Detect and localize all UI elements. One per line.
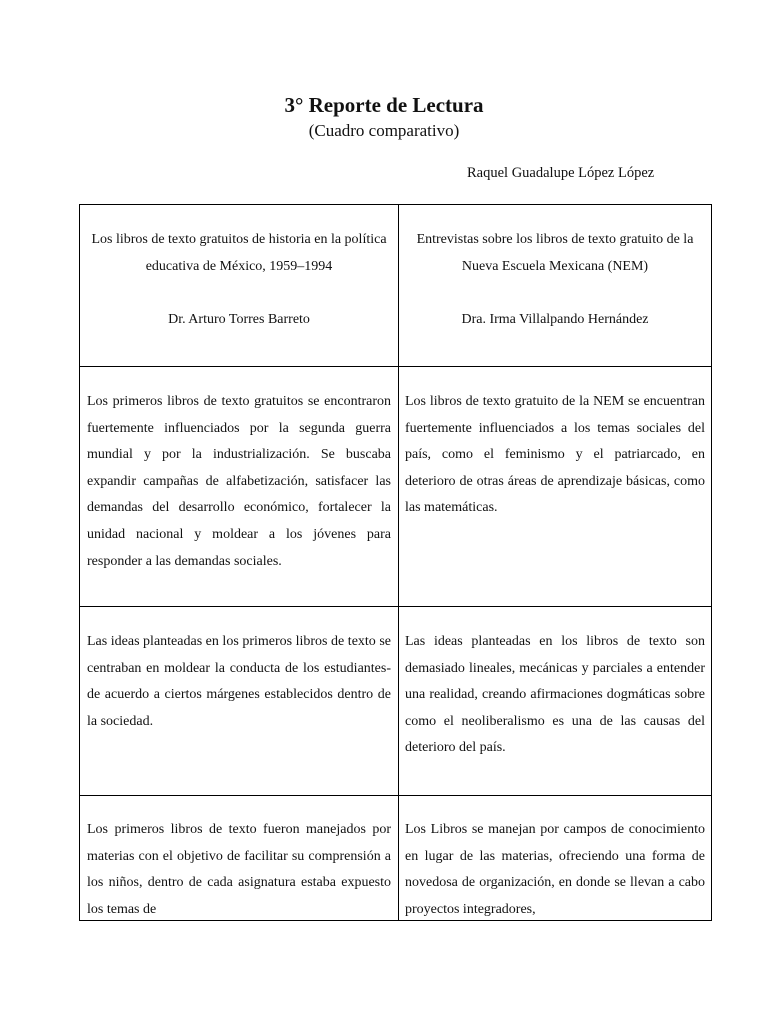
- header-left-author: Dr. Arturo Torres Barreto: [168, 312, 310, 328]
- comparison-table: [79, 204, 712, 921]
- row-3-right-cell: Los Libros se manejan por campos de conocimiento en lugar de las materias, ofreciendo una forma de novedosa de organización, en donde se llevan a cabo proyectos integradores,: [405, 822, 705, 917]
- header-right-author: Dra. Irma Villalpando Hernández: [461, 312, 649, 328]
- row-divider: [80, 795, 711, 796]
- header-cell-left: [87, 227, 391, 334]
- row-1-right-cell: Los libros de texto gratuito de la NEM se encuentran fuertemente influenciados a los temas sociales del país, como el feminismo y el patriarcado, en deterioro de otras áreas de aprendizaje básicas, como las matemáticas.: [405, 394, 705, 516]
- row-divider: [80, 366, 711, 367]
- document-subtitle: (Cuadro comparativo): [308, 121, 460, 140]
- row-2-left-cell: Las ideas planteadas en los primeros libros de texto se centraban en moldear la conducta de los estudiantes- de acuerdo a ciertos márgenes establecidos dentro de la sociedad.: [87, 634, 391, 729]
- row-divider: [80, 606, 711, 607]
- header-cell-right: [405, 227, 705, 334]
- document-title: 3° Reporte de Lectura: [284, 93, 484, 117]
- header-left-book-title: Los libros de texto gratuitos de historia en la política educativa de México, 1959–1994: [91, 232, 387, 274]
- row-3-left-cell: Los primeros libros de texto fueron manejados por materias con el objetivo de facilitar su comprensión a los niños, dentro de cada asignatura estaba expuesto los temas de: [87, 822, 391, 917]
- document-author: Raquel Guadalupe López López: [467, 165, 655, 181]
- row-2-right-cell: Las ideas planteadas en los libros de texto son demasiado lineales, mecánicas y parciales a entender una realidad, creando afirmaciones dogmáticas sobre como el neoliberalismo es una de las causas del deterioro del país.: [405, 634, 705, 756]
- row-1-left-cell: Los primeros libros de texto gratuitos se encontraron fuertemente influenciados por la segunda guerra mundial y por la industrialización. Se buscaba expandir campañas de alfabetización, satisfacer las demandas del desarrollo económico, fortalecer la unidad nacional y moldear a los jóvenes para responder a las demandas sociales.: [87, 394, 391, 569]
- header-right-book-title: Entrevistas sobre los libros de texto gratuito de la Nueva Escuela Mexicana (NEM): [416, 232, 694, 274]
- column-divider: [398, 205, 399, 920]
